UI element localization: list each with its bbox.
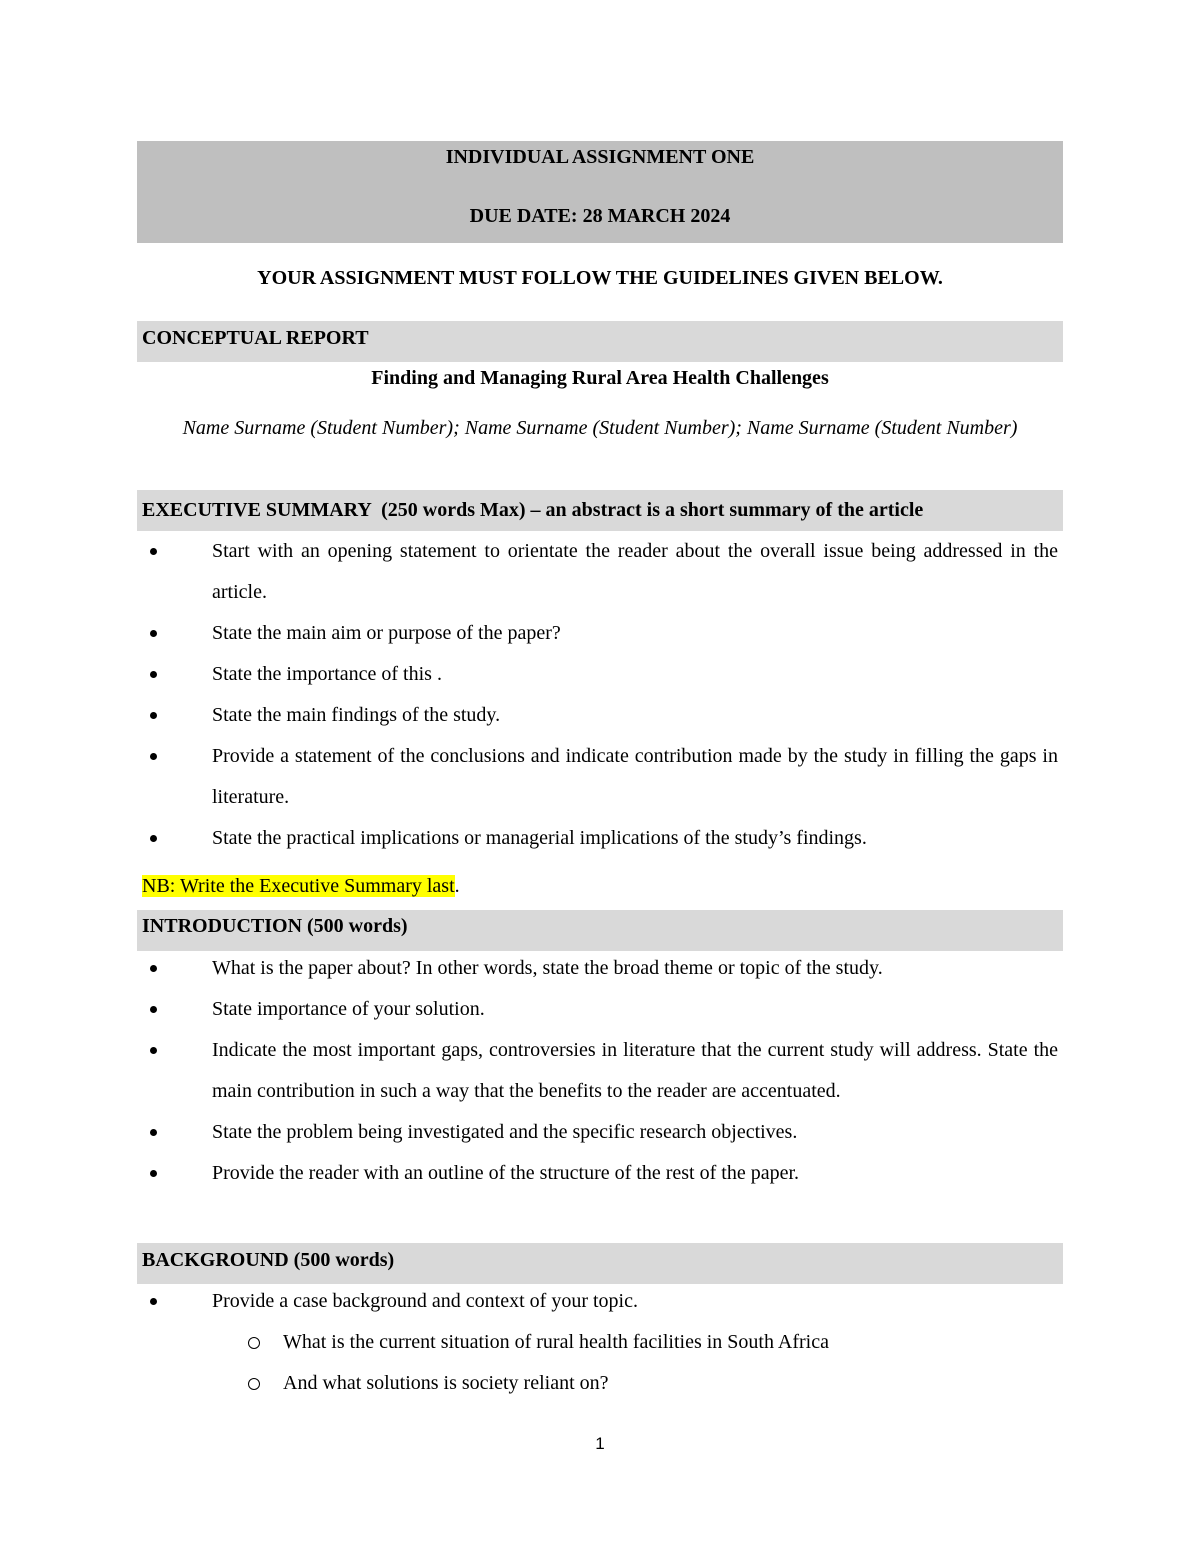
list-item: State the importance of this . xyxy=(137,654,1063,695)
background-list xyxy=(137,1281,1063,1404)
list-item: Provide the reader with an outline of the structure of the rest of the paper. xyxy=(137,1153,1063,1194)
list-item: State importance of your solution. xyxy=(137,989,1063,1030)
bullet-icon xyxy=(150,753,157,760)
circle-bullet-icon xyxy=(248,1337,260,1349)
report-authors: Name Surname (Student Number); Name Surname (Student Number); Name Surname (Student Number) xyxy=(182,417,1018,439)
list-item: State the main aim or purpose of the paper? xyxy=(137,613,1063,654)
bullet-icon xyxy=(150,1170,157,1177)
introduction-heading: INTRODUCTION (500 words) xyxy=(142,915,408,937)
list-item: Provide a case background and context of your topic. xyxy=(137,1281,1063,1322)
guidelines-notice: YOUR ASSIGNMENT MUST FOLLOW THE GUIDELINES GIVEN BELOW. xyxy=(257,267,943,289)
list-item: State the problem being investigated and the specific research objectives. xyxy=(137,1112,1063,1153)
executive-summary-list xyxy=(137,531,1063,859)
list-item: What is the paper about? In other words, state the broad theme or topic of the study. xyxy=(137,948,1063,989)
bullet-icon xyxy=(150,835,157,842)
bullet-icon xyxy=(150,1129,157,1136)
bullet-icon xyxy=(150,671,157,678)
list-item: State the main findings of the study. xyxy=(137,695,1063,736)
due-date: DUE DATE: 28 MARCH 2024 xyxy=(469,205,731,227)
bullet-icon xyxy=(150,965,157,972)
bullet-icon xyxy=(150,630,157,637)
introduction-list xyxy=(137,948,1063,1194)
bullet-icon xyxy=(150,1298,157,1305)
bullet-icon xyxy=(150,1047,157,1054)
highlighted-note: NB: Write the Executive Summary last xyxy=(142,875,455,897)
list-item: Start with an opening statement to orientate the reader about the overall issue being addressed in the article. xyxy=(137,531,1063,613)
report-title: Finding and Managing Rural Area Health Challenges xyxy=(371,367,829,389)
bullet-icon xyxy=(150,712,157,719)
executive-summary-note: NB: Write the Executive Summary last. xyxy=(142,875,460,897)
assignment-title: INDIVIDUAL ASSIGNMENT ONE xyxy=(445,146,755,168)
list-item: State the practical implications or managerial implications of the study’s findings. xyxy=(137,818,1063,859)
list-item: Indicate the most important gaps, controversies in literature that the current study will address. State the main contribution in such a way that the benefits to the reader are accentuated. xyxy=(137,1030,1063,1112)
sub-list-item: And what solutions is society reliant on? xyxy=(137,1363,1063,1404)
list-item: Provide a statement of the conclusions and indicate contribution made by the study in filling the gaps in literature. xyxy=(137,736,1063,818)
background-heading: BACKGROUND (500 words) xyxy=(142,1249,395,1271)
conceptual-report-heading: CONCEPTUAL REPORT xyxy=(142,327,369,349)
sub-list-item: What is the current situation of rural health facilities in South Africa xyxy=(137,1322,1063,1363)
page-number: 1 xyxy=(595,1434,605,1453)
bullet-icon xyxy=(150,548,157,555)
executive-summary-heading: EXECUTIVE SUMMARY (250 words Max) – an abstract is a short summary of the article xyxy=(142,499,924,521)
bullet-icon xyxy=(150,1006,157,1013)
circle-bullet-icon xyxy=(248,1378,260,1390)
